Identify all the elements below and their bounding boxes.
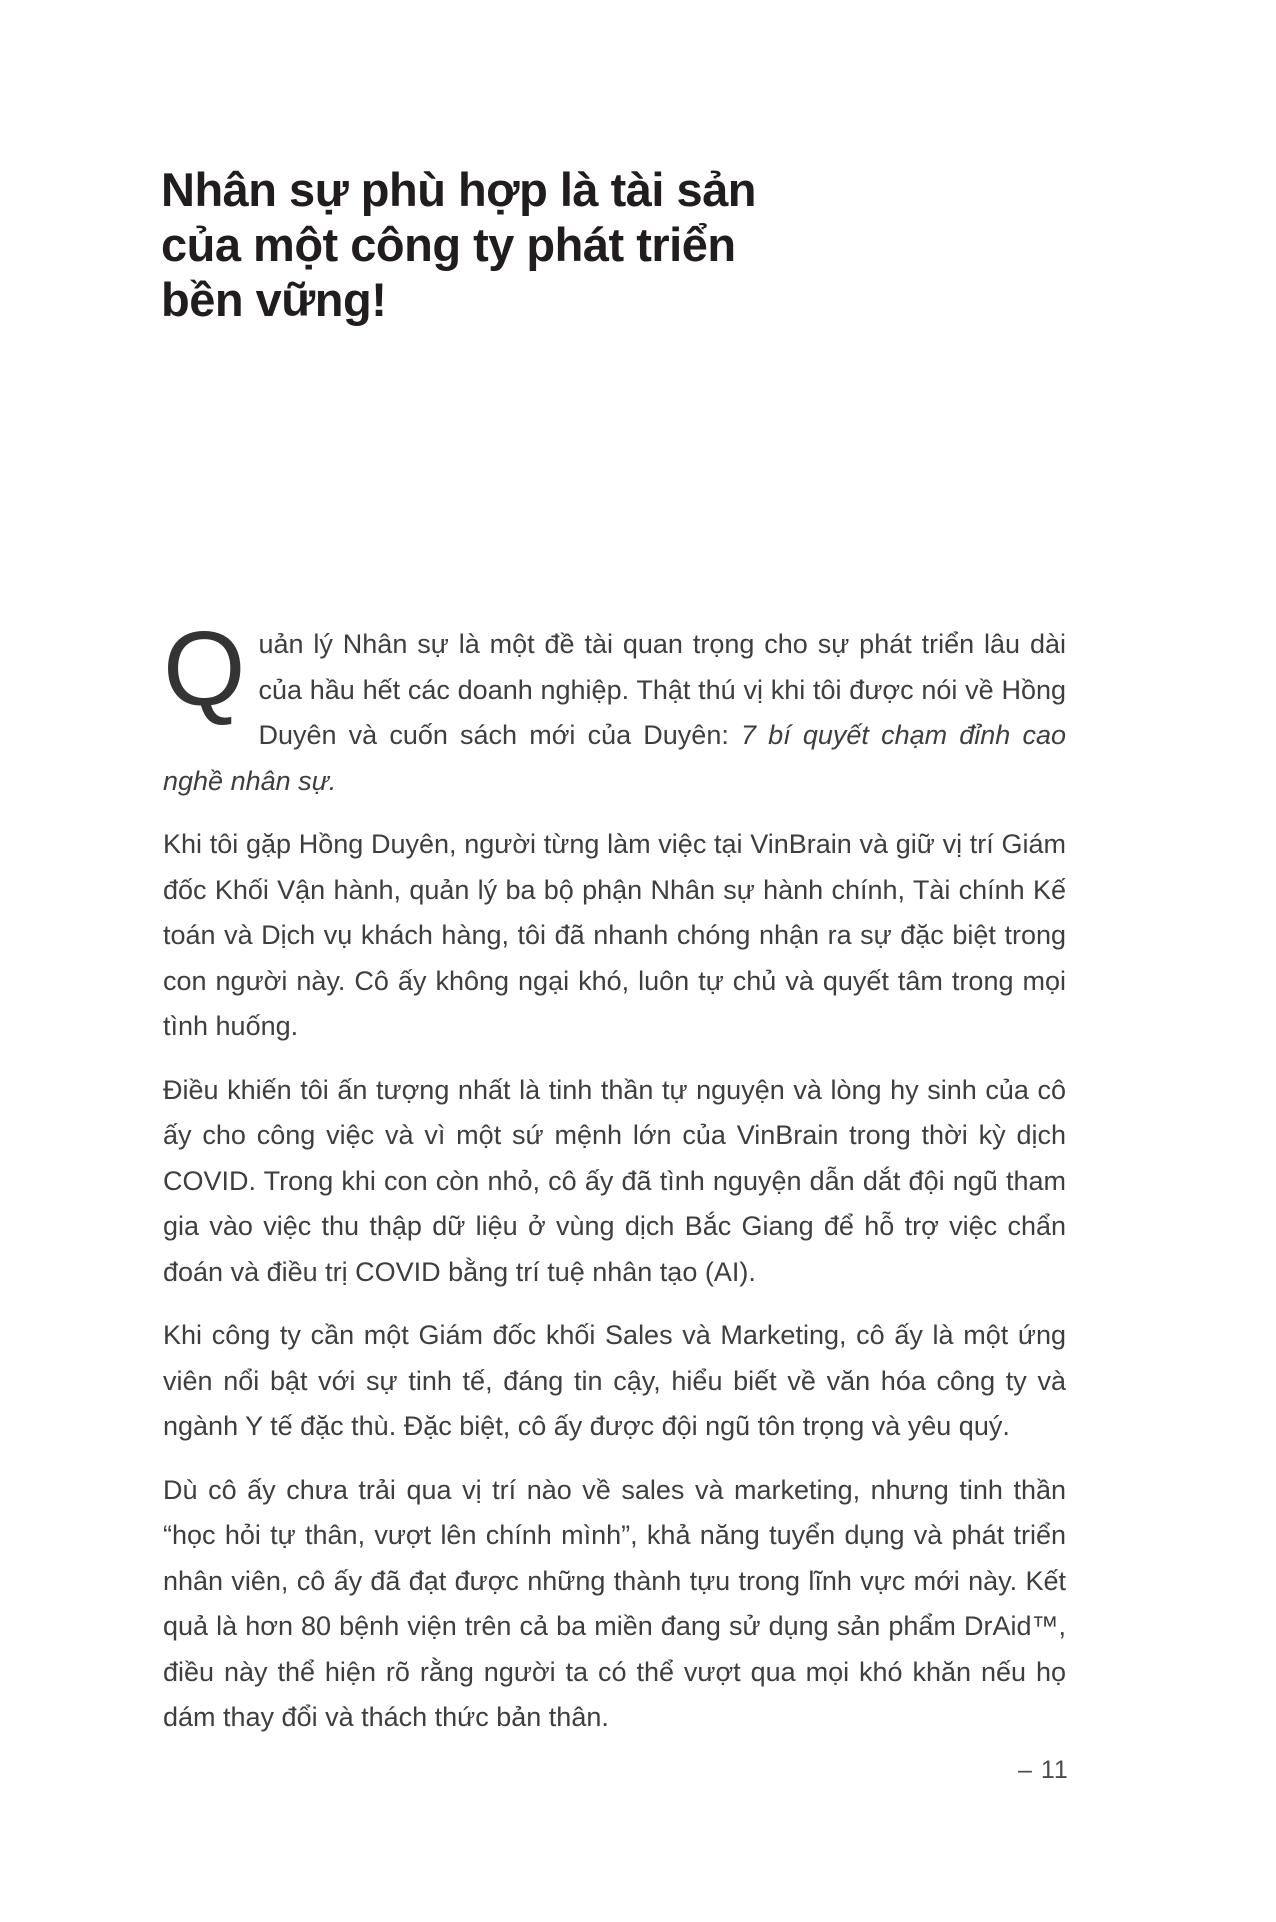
drop-cap: Q xyxy=(163,610,246,728)
page-title-line-3: bền vững! xyxy=(161,273,387,326)
book-title-italic: 7 bí quyết chạm đỉnh cao nghề nhân sự. xyxy=(163,720,1066,796)
body-text xyxy=(163,610,1066,1759)
paragraph-1-text: uản lý Nhân sự là một đề tài quan trọng cho sự phát triển lâu dài của hầu hết các doanh nghiệp. Thật thú vị khi tôi được nói về Hồng Duyên và cuốn sách mới của Duyên: xyxy=(258,629,1066,750)
paragraph-3: Điều khiến tôi ấn tượng nhất là tinh thần tự nguyện và lòng hy sinh của cô ấy cho công việc và vì một sứ mệnh lớn của VinBrain trong thời kỳ dịch COVID. Trong khi con còn nhỏ, cô ấy đã tình nguyện dẫn dắt đội ngũ tham gia vào việc thu thập dữ liệu ở vùng dịch Bắc Giang để hỗ trợ việc chẩn đoán và điều trị COVID bằng trí tuệ nhân tạo (AI). xyxy=(163,1074,1066,1287)
page-number: – 11 xyxy=(1018,1756,1069,1784)
page-title xyxy=(161,162,756,327)
page-title-line-2: của một công ty phát triển xyxy=(161,218,736,271)
paragraph-2: Khi tôi gặp Hồng Duyên, người từng làm việc tại VinBrain và giữ vị trí Giám đốc Khối Vận hành, quản lý ba bộ phận Nhân sự hành chính, Tài chính Kế toán và Dịch vụ khách hàng, tôi đã nhanh chóng nhận ra sự đặc biệt trong con người này. Cô ấy không ngại khó, luôn tự chủ và quyết tâm trong mọi tình huống. xyxy=(163,829,1066,1041)
paragraph-1 xyxy=(163,610,1066,804)
page-title-line-1: Nhân sự phù hợp là tài sản xyxy=(161,163,757,216)
paragraph-4: Khi công ty cần một Giám đốc khối Sales và Marketing, cô ấy là một ứng viên nổi bật với sự tinh tế, đáng tin cậy, hiểu biết về văn hóa công ty và ngành Y tế đặc thù. Đặc biệt, cô ấy được đội ngũ tôn trọng và yêu quý. xyxy=(163,1320,1066,1441)
paragraph-5: Dù cô ấy chưa trải qua vị trí nào về sales và marketing, nhưng tinh thần “học hỏi tự thân, vượt lên chính mình”, khả năng tuyển dụng và phát triển nhân viên, cô ấy đã đạt được những thành tựu trong lĩnh vực mới này. Kết quả là hơn 80 bệnh viện trên cả ba miền đang sử dụng sản phẩm DrAid™, điều này thể hiện rõ rằng người ta có thể vượt qua mọi khó khăn nếu họ dám thay đổi và thách thức bản thân. xyxy=(163,1474,1066,1732)
